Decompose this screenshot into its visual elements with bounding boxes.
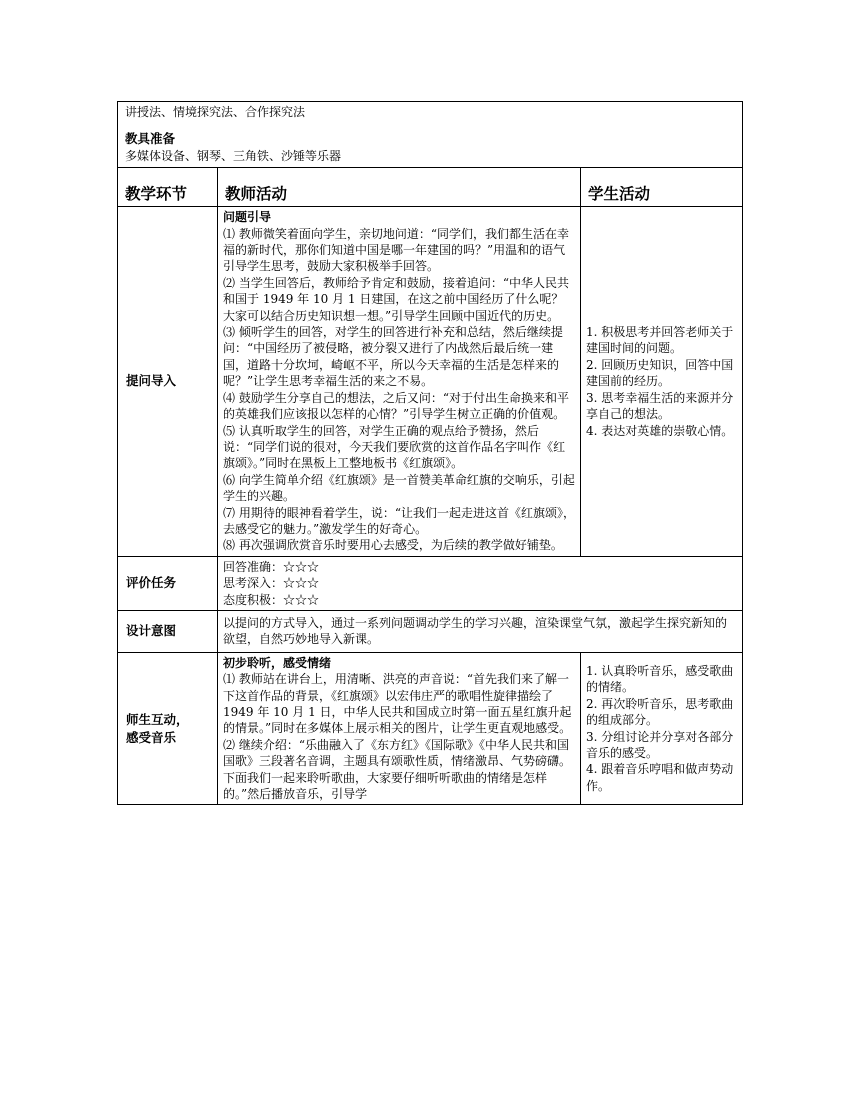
tools-list: 多媒体设备、钢琴、三角铁、沙锤等乐器 [125,148,342,163]
evaluation-item: 回答准确：☆☆☆ [223,559,320,574]
evaluation-row [118,556,743,610]
teacher-step: ⑸ 认真听取学生的回答，对学生正确的观点给予赞扬，然后说：“同学们说的很对，今天我们要欣赏的这首作品名字叫作《红旗颂》。”同时在黑板上工整地板书《红旗颂》。 [223,423,566,471]
stage-label-line: 感受音乐 [126,729,177,745]
teacher-step: ⑶ 倾听学生的回答，对学生的回答进行补充和总结，然后继续提问：“中国经历了被侵略，被分裂又进行了内战然后最后统一建国，道路十分坎坷，崎岖不平，所以今天幸福的生活是怎样来的呢？”让学生思考幸福生活的来之不易。 [223,325,563,389]
lesson-plan-page [117,101,742,805]
teacher-step: ⑵ 当学生回答后，教师给予肯定和鼓励，接着追问：“中华人民共和国于 1949 年 10 月 1 日建国，在这之前中国经历了什么呢？大家可以结合历史知识想一想。”引导学生回顾中国近代的历史。 [223,275,569,323]
student-step: 4. 表达对英雄的崇敬心情。 [586,423,734,438]
teacher-step: ⑻ 再次强调欣赏音乐时要用心去感受，为后续的教学做好铺垫。 [223,538,563,553]
methods-cell [118,102,743,168]
student-step: 1. 积极思考并回答老师关于建国时间的问题。 [586,325,734,356]
stage-label-intro: 提问导入 [118,207,218,557]
stage-label-design: 设计意图 [118,610,218,652]
stage-label-evaluation: 评价任务 [118,556,218,610]
section-title-interaction: 初步聆听，感受情绪 [223,655,332,670]
student-step: 4. 跟着音乐哼唱和做声势动作。 [586,762,734,793]
evaluation-item: 态度积极：☆☆☆ [223,592,320,607]
stage-label-interaction [118,652,218,805]
student-step: 2. 回顾历史知识，回答中国建国前的经历。 [586,357,734,389]
teacher-step: ⑷ 鼓励学生分享自己的想法，之后又问：“对于付出生命换来和平的英雄我们应该报以怎样的心情？”引导学生树立正确的价值观。 [223,390,569,422]
evaluation-cell [218,556,743,610]
lesson-plan-table [117,101,743,805]
teacher-activity-intro [218,207,581,557]
col-header-stage: 教学环节 [118,168,218,207]
col-header-student: 学生活动 [581,168,743,207]
design-intent-text: 以提问的方式导入，通过一系列问题调动学生的学习兴趣，渲染课堂气氛，激起学生探究新知的欲望，自然巧妙地导入新课。 [218,610,743,652]
student-step: 3. 思考幸福生活的来源并分享自己的想法。 [586,390,734,422]
table-header-row [118,168,743,207]
student-step: 3. 分组讨论并分享对各部分音乐的感受。 [586,729,734,761]
teacher-step: ⑹ 向学生简单介绍《红旗颂》是一首赞美革命红旗的交响乐，引起学生的兴趣。 [223,472,575,504]
teacher-step: ⑴ 教师微笑着面向学生，亲切地问道：“同学们，我们都生活在幸福的新时代，那你们知道中国是哪一年建国的吗？”用温和的语气引导学生思考，鼓励大家积极举手回答。 [223,226,569,274]
student-step: 2. 再次聆听音乐，思考歌曲的组成部分。 [586,696,734,728]
student-step: 1. 认真聆听音乐，感受歌曲的情绪。 [586,663,734,695]
stage-label-line: 师生互动， [126,711,189,727]
evaluation-item: 思考深入：☆☆☆ [223,576,320,591]
student-activity-interaction [581,652,743,805]
teacher-step: ⑵ 继续介绍：“乐曲融入了《东方红》《国际歌》《中华人民共和国国歌》三段著名音调，主题具有颂歌性质，情绪激昂、气势磅礴。下面我们一起来聆听歌曲，大家要仔细听听歌曲的情绪是怎样的。”然后播放音乐，引导学 [223,737,572,802]
teaching-methods: 讲授法、情境探究法、合作探究法 [125,105,306,119]
teacher-step: ⑺ 用期待的眼神看着学生，说：“让我们一起走进这首《红旗颂》，去感受它的魅力。”激发学生的好奇心。 [223,505,575,536]
tools-title: 教具准备 [125,131,176,147]
section-intro-row [118,207,743,557]
teacher-step: ⑴ 教师站在讲台上，用清晰、洪亮的声音说：“首先我们来了解一下这首作品的背景，《红旗颂》以宏伟庄严的歌唱性旋律描绘了 1949 年 10 月 1 日，中华人民共和国成立时第一面五星红旗升起的情景。”同时在多媒体上展示相关的图片，让学生更直观地感受。 [223,672,572,736]
section-title-intro: 问题引导 [223,210,272,225]
design-row [118,610,743,652]
student-activity-intro [581,207,743,557]
teacher-activity-interaction [218,652,581,805]
col-header-teacher: 教师活动 [218,168,581,207]
methods-row [118,102,743,168]
section-interaction-row [118,652,743,805]
